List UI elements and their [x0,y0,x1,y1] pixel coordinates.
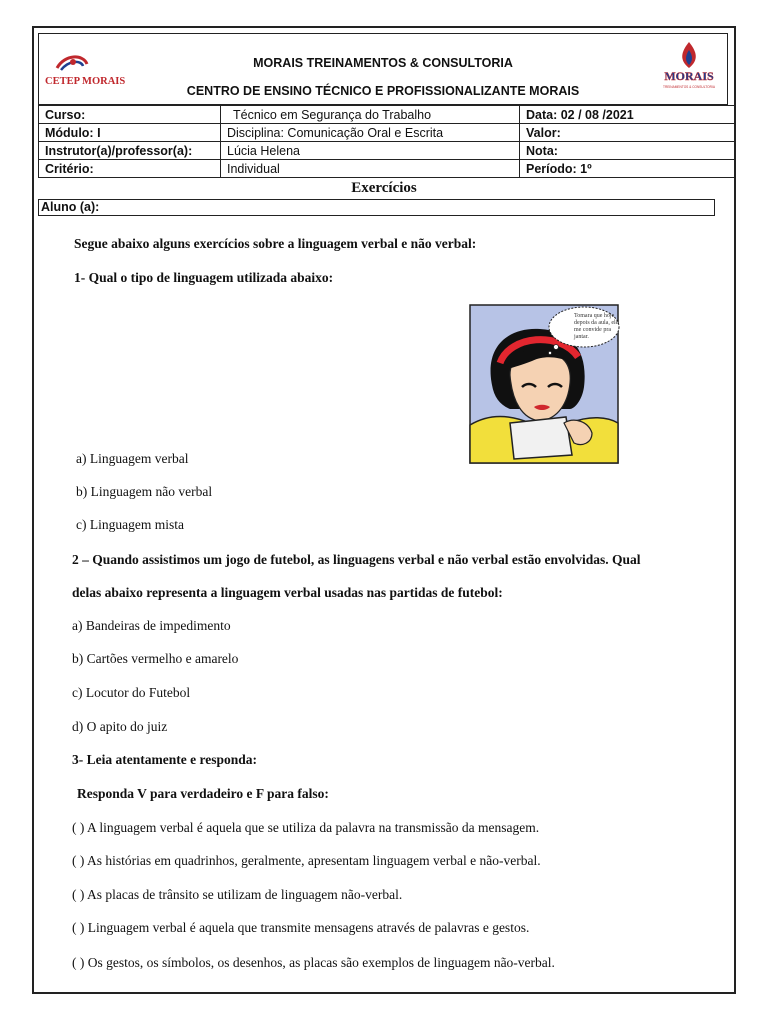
page-title: Exercícios [351,180,417,196]
intro-text: Segue abaixo alguns exercícios sobre a linguagem verbal e não verbal: [74,236,477,251]
q2-option-b: b) Cartões vermelho e amarelo [72,651,239,666]
question-2-line-2: delas abaixo representa a linguagem verbal usadas nas partidas de futebol: [72,585,503,600]
discipline-cell: Disciplina: Comunicação Oral e Escrita [221,124,520,142]
q1-option-c: c) Linguagem mista [76,517,184,532]
speech-line-3: me convide pra [574,327,611,333]
criterion-label: Critério: [39,160,221,178]
instructor-value: Lúcia Helena [221,142,520,160]
morais-logo-sub: TREINAMENTOS & CONSULTORIA [663,85,715,89]
q3-item: ( ) As histórias em quadrinhos, geralmente, apresentam linguagem verbal e não-verbal. [72,853,541,868]
q3-item: ( ) Os gestos, os símbolos, os desenhos, as placas são exemplos de linguagem não-verbal. [72,955,555,970]
speech-line-2: depois da aula, ele [574,320,619,326]
date-cell: Data: 02 / 08 /2021 [520,106,736,124]
module-cell: Módulo: I [39,124,221,142]
company-name: MORAIS TREINAMENTOS & CONSULTORIA [253,56,513,70]
q3-item: ( ) As placas de trânsito se utilizam de linguagem não-verbal. [72,887,403,902]
morais-logo [659,38,719,94]
question-2-line-1: 2 – Quando assistimos um jogo de futebol, as linguagens verbal e não verbal estão envolvidas. Qual [72,552,641,567]
table-row [39,106,736,124]
student-name-field[interactable]: Aluno (a): [38,199,715,216]
q2-option-c: c) Locutor do Futebol [72,685,191,700]
q2-option-d: d) O apito do juiz [72,719,168,734]
speech-line-4: jantar. [574,334,589,340]
question-3: 3- Leia atentamente e responda: [72,752,257,767]
course-value: Técnico em Segurança do Trabalho [221,106,520,124]
cetep-logo-text: CETEP MORAIS [45,76,126,87]
info-table [38,105,736,178]
q3-item: ( ) Linguagem verbal é aquela que transmite mensagens através de palavras e gestos. [72,920,530,935]
header-box [38,33,728,105]
course-label: Curso: [39,106,221,124]
comic-illustration [470,305,618,463]
criterion-value: Individual [221,160,520,178]
table-row [39,124,736,142]
speech-line-1: Tomara que hoje [574,313,615,319]
morais-logo-text: MORAIS [664,69,714,83]
q3-item: ( ) A linguagem verbal é aquela que se utiliza da palavra na transmissão da mensagem. [72,820,540,835]
instructor-label: Instrutor(a)/professor(a): [39,142,221,160]
school-name: CENTRO DE ENSINO TÉCNICO E PROFISSIONALIZANTE MORAIS [186,84,580,98]
q1-option-b: b) Linguagem não verbal [76,484,213,499]
period-cell: Período: 1º [520,160,736,178]
question-3-instruction: Responda V para verdadeiro e F para falso: [77,786,329,801]
grade-cell: Nota: [520,142,736,160]
table-row [39,142,736,160]
q1-option-a: a) Linguagem verbal [76,451,189,466]
question-1: 1- Qual o tipo de linguagem utilizada abaixo: [74,270,334,285]
table-row [39,160,736,178]
value-cell: Valor: [520,124,736,142]
q2-option-a: a) Bandeiras de impedimento [72,618,231,633]
